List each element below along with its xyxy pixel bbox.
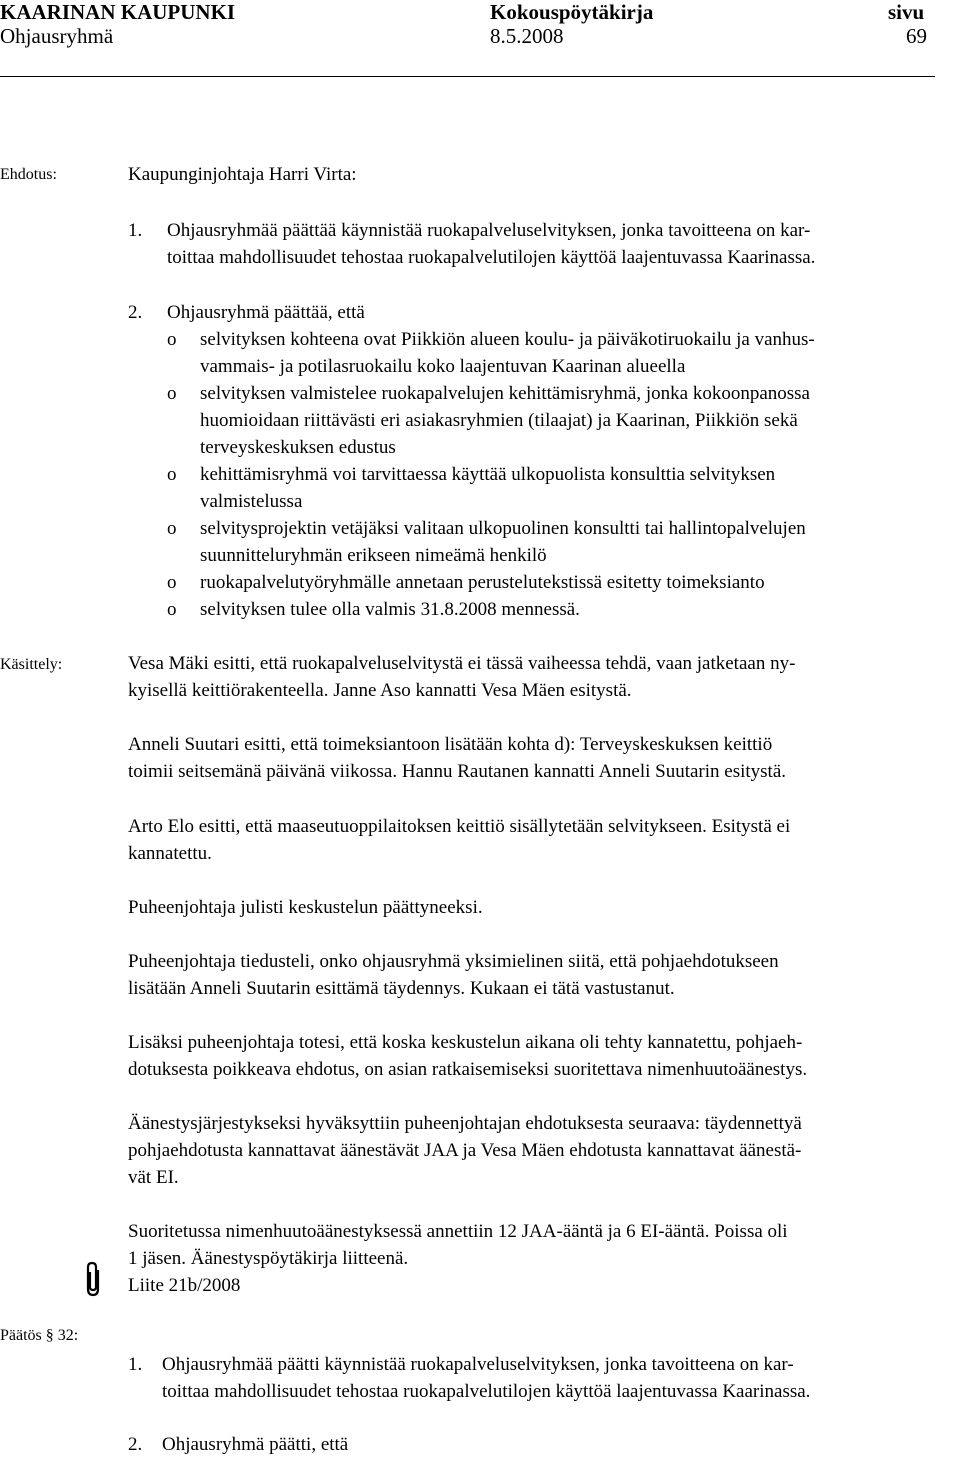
doc-type: Kokouspöytäkirja	[490, 0, 654, 24]
bullet-line: valmistelussa	[200, 491, 303, 512]
kasittely-paragraph-line: lisätään Anneli Suutarin esittämä täydennys. Kukaan ei tätä vastustanut.	[128, 978, 675, 999]
section-symbol: §	[45, 1327, 54, 1344]
paatos-number: 32:	[57, 1327, 79, 1344]
bullet-line: terveyskeskuksen edustus	[200, 437, 396, 458]
bullet-line: vammais- ja potilasruokailu koko laajentuvan Kaarinan alueella	[200, 356, 686, 377]
kasittely-paragraph-line: Arto Elo esitti, että maaseutuoppilaitoksen keittiö sisällytetään selvitykseen. Esitystä ei	[128, 816, 791, 837]
kasittely-paragraph-line: toimii seitsemänä päivänä viikossa. Hannu Rautanen kannatti Anneli Suutarin esitystä.	[128, 761, 787, 782]
kasittely-paragraph-line: vät EI.	[128, 1167, 179, 1188]
kasittely-paragraph-line: kyisellä keittiörakenteella. Janne Aso kannatti Vesa Mäen esitystä.	[128, 680, 632, 701]
ehdotus-item2-number: 2.	[128, 302, 143, 323]
bullet-line: selvityksen kohteena ovat Piikkiön alueen koulu- ja päiväkotiruokailu ja vanhus-	[200, 329, 815, 350]
ehdotus-item1-line: toittaa mahdollisuudet tehostaa ruokapalvelutilojen käyttöä laajentuvassa Kaarinassa.	[167, 247, 816, 268]
kasittely-paragraph-line: Äänestysjärjestykseksi hyväksyttiin puheenjohtajan ehdotuksesta seuraava: täydennettyä	[128, 1113, 802, 1134]
kasittely-paragraph-line: Puheenjohtaja tiedusteli, onko ohjausryhmä yksimielinen siitä, että pohjaehdotukseen	[128, 951, 779, 972]
bullet-line: selvityksen valmistelee ruokapalvelujen kehittämisryhmä, jonka kokoonpanossa	[200, 383, 810, 404]
bullet-line: huomioidaan riittävästi eri asiakasryhmien (tilaajat) ja Kaarinan, Piikkiön sekä	[200, 410, 798, 431]
kasittely-paragraph-line: Puheenjohtaja julisti keskustelun päättyneeksi.	[128, 897, 483, 918]
kasittely-paragraph-line: Anneli Suutari esitti, että toimeksiantoon lisätään kohta d): Terveyskeskuksen keittiö	[128, 734, 773, 755]
kasittely-paragraph-line: kannatettu.	[128, 843, 212, 864]
paatos-item1-number: 1.	[128, 1354, 143, 1375]
kasittely-paragraph-line: Lisäksi puheenjohtaja totesi, että koska keskustelun aikana oli tehty kannatettu, pohjaeh-	[128, 1032, 803, 1053]
paatos-item1-line: Ohjausryhmää päätti käynnistää ruokapalveluselvityksen, jonka tavoitteena on kar-	[162, 1354, 794, 1375]
bullet-marker: o	[167, 599, 177, 620]
ehdotus-item1-line: Ohjausryhmää päättää käynnistää ruokapalveluselvityksen, jonka tavoitteena on kar-	[167, 220, 811, 241]
kasittely-paragraph-line: Vesa Mäki esitti, että ruokapalveluselvitystä ei tässä vaiheessa tehdä, vaan jatketaan ny-	[128, 653, 796, 674]
bullet-marker: o	[167, 572, 177, 593]
ehdotus-label: Ehdotus:	[0, 166, 57, 183]
page-number: 69	[906, 24, 927, 48]
kasittely-paragraph-line: dotuksesta poikkeava ehdotus, on asian ratkaisemiseksi suoritettava nimenhuutoäänestys.	[128, 1059, 808, 1080]
bullet-marker: o	[167, 518, 177, 539]
committee-name: Ohjausryhmä	[0, 24, 114, 48]
bullet-marker: o	[167, 383, 177, 404]
bullet-marker: o	[167, 464, 177, 485]
kasittely-paragraph-line: Suoritetussa nimenhuutoäänestyksessä annettiin 12 JAA-ääntä ja 6 EI-ääntä. Poissa oli	[128, 1221, 788, 1242]
paatos-item2-number: 2.	[128, 1434, 143, 1455]
bullet-line: selvitysprojektin vetäjäksi valitaan ulkopuolinen konsultti tai hallintopalvelujen	[200, 518, 806, 539]
paatos-item1-line: toittaa mahdollisuudet tehostaa ruokapalvelutilojen käyttöä laajentuvassa Kaarinassa.	[162, 1381, 811, 1402]
kasittely-paragraph-line: 1 jäsen. Äänestyspöytäkirja liitteenä.	[128, 1248, 409, 1269]
paatos-label-text: Päätös	[0, 1327, 42, 1344]
org-name: KAARINAN KAUPUNKI	[0, 0, 236, 24]
page-label: sivu	[888, 0, 925, 24]
kasittely-paragraph-line: Liite 21b/2008	[128, 1275, 241, 1296]
header-rule	[0, 76, 935, 77]
kasittely-label: Käsittely:	[0, 656, 63, 673]
paatos-item2-intro: Ohjausryhmä päätti, että	[162, 1434, 349, 1455]
bullet-marker: o	[167, 329, 177, 350]
paatos-label	[0, 1327, 78, 1345]
bullet-line: kehittämisryhmä voi tarvittaessa käyttää ulkopuolista konsulttia selvityksen	[200, 464, 776, 485]
paperclip-icon	[84, 1260, 104, 1298]
kasittely-paragraph-line: pohjaehdotusta kannattavat äänestävät JAA ja Vesa Mäen ehdotusta kannattavat äänestä-	[128, 1140, 802, 1161]
ehdotus-presenter: Kaupunginjohtaja Harri Virta:	[128, 164, 357, 185]
bullet-line: suunnitteluryhmän erikseen nimeämä henkilö	[200, 545, 547, 566]
bullet-line: ruokapalvelutyöryhmälle annetaan perustelutekstissä esitetty toimeksianto	[200, 572, 765, 593]
meeting-date: 8.5.2008	[490, 24, 564, 48]
ehdotus-item2-intro: Ohjausryhmä päättää, että	[167, 302, 365, 323]
bullet-line: selvityksen tulee olla valmis 31.8.2008 mennessä.	[200, 599, 580, 620]
ehdotus-item1-number: 1.	[128, 220, 143, 241]
